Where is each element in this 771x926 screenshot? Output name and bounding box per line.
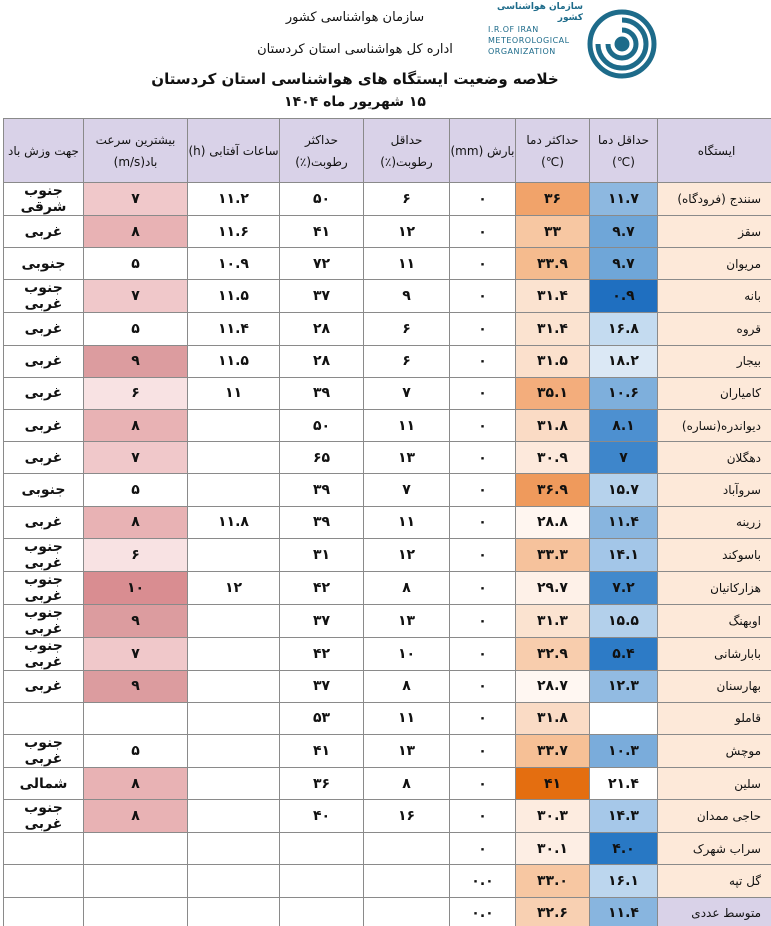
wind-direction-cell: غربی xyxy=(4,216,84,248)
table-row xyxy=(4,280,771,313)
max-humidity-cell: ۳۹ xyxy=(280,506,364,538)
min-humidity-cell: ۱۱ xyxy=(364,702,450,734)
min-temp-cell: ۸.۱ xyxy=(590,409,658,441)
min-temp-cell: ۷ xyxy=(590,442,658,474)
header-min-temp: حداقل دما (℃) xyxy=(590,119,658,183)
rain-cell: ۰ xyxy=(450,604,516,637)
rain-cell: ۰ xyxy=(450,248,516,280)
max-temp-cell: ۳۱.۴ xyxy=(516,313,590,345)
table-row xyxy=(4,538,771,571)
min-temp-cell: ۱۱.۴ xyxy=(590,897,658,926)
max-humidity-cell: ۳۹ xyxy=(280,474,364,506)
rain-cell: ۰ xyxy=(450,377,516,409)
wind-direction-cell: غربی xyxy=(4,506,84,538)
min-humidity-cell: ۱۰ xyxy=(364,637,450,670)
header-max-temp: حداکثر دما (℃) xyxy=(516,119,590,183)
table-row xyxy=(4,702,771,734)
sunshine-cell: ۱۱.۵ xyxy=(188,345,280,377)
rain-cell: ۰ xyxy=(450,313,516,345)
logo-en-line1: I.R.OF IRAN xyxy=(488,25,539,34)
sunshine-cell: ۱۱.۲ xyxy=(188,183,280,216)
min-humidity-cell xyxy=(364,865,450,897)
table-row xyxy=(4,735,771,768)
min-temp-cell: ۱۵.۷ xyxy=(590,474,658,506)
max-temp-cell: ۲۹.۷ xyxy=(516,571,590,604)
min-temp-cell: ۱۰.۳ xyxy=(590,735,658,768)
sunshine-cell: ۱۰.۹ xyxy=(188,248,280,280)
rain-cell: ۰ xyxy=(450,183,516,216)
wind-direction-cell: جنوب غربی xyxy=(4,604,84,637)
rain-cell: ۰ xyxy=(450,506,516,538)
rain-cell: ۰ xyxy=(450,702,516,734)
rain-cell: ۰ xyxy=(450,409,516,441)
sunshine-cell xyxy=(188,768,280,800)
min-humidity-cell: ۶ xyxy=(364,345,450,377)
rain-cell: ۰ xyxy=(450,800,516,833)
station-cell: سقز xyxy=(658,216,771,248)
min-humidity-cell: ۱۲ xyxy=(364,538,450,571)
station-cell: زرینه xyxy=(658,506,771,538)
header-min-humidity: حداقل رطوبت(٪) xyxy=(364,119,450,183)
rain-cell: ۰ xyxy=(450,345,516,377)
office-name: اداره کل هواشناسی استان کردستان xyxy=(257,42,453,57)
min-temp-cell: ۱۰.۶ xyxy=(590,377,658,409)
table-row xyxy=(4,506,771,538)
wind-direction-cell: جنوب غربی xyxy=(4,637,84,670)
station-cell: بابارشانی xyxy=(658,637,771,670)
max-humidity-cell: ۵۰ xyxy=(280,409,364,441)
max-humidity-cell: ۴۰ xyxy=(280,800,364,833)
max-humidity-cell: ۷۲ xyxy=(280,248,364,280)
wind-speed-cell: ۸ xyxy=(84,216,188,248)
station-cell: اوبهنگ xyxy=(658,604,771,637)
rain-cell: ۰ xyxy=(450,768,516,800)
wind-speed-cell: ۷ xyxy=(84,183,188,216)
wind-direction-cell: جنوب غربی xyxy=(4,735,84,768)
min-humidity-cell: ۷ xyxy=(364,474,450,506)
wind-speed-cell: ۸ xyxy=(84,409,188,441)
table-row xyxy=(4,248,771,280)
max-humidity-cell: ۵۰ xyxy=(280,183,364,216)
max-temp-cell: ۳۱.۳ xyxy=(516,604,590,637)
wind-direction-cell: جنوبی xyxy=(4,248,84,280)
wind-speed-cell: ۷ xyxy=(84,637,188,670)
rain-cell: ۰ xyxy=(450,538,516,571)
logo-en-line3: ORGANIZATION xyxy=(488,47,556,56)
header-wind-direction: جهت وزش باد xyxy=(4,119,84,183)
max-humidity-cell: ۳۷ xyxy=(280,604,364,637)
station-cell: هزارکانیان xyxy=(658,571,771,604)
max-temp-cell: ۲۸.۷ xyxy=(516,670,590,702)
report-header xyxy=(0,0,771,118)
max-humidity-cell xyxy=(280,897,364,926)
rain-cell: ۰ xyxy=(450,442,516,474)
table-body xyxy=(4,183,771,926)
wind-speed-cell: ۸ xyxy=(84,506,188,538)
min-humidity-cell: ۶ xyxy=(364,313,450,345)
table-row xyxy=(4,768,771,800)
header-max-humidity: حداکثر رطوبت(٪) xyxy=(280,119,364,183)
wind-speed-cell: ۹ xyxy=(84,670,188,702)
min-humidity-cell: ۱۳ xyxy=(364,735,450,768)
min-temp-cell: ۱۸.۲ xyxy=(590,345,658,377)
rain-cell: ۰ xyxy=(450,474,516,506)
min-humidity-cell: ۱۱ xyxy=(364,409,450,441)
min-temp-cell: ۱۶.۱ xyxy=(590,865,658,897)
sunshine-cell xyxy=(188,865,280,897)
max-temp-cell: ۳۱.۸ xyxy=(516,409,590,441)
wind-direction-cell: شمالی xyxy=(4,768,84,800)
min-temp-cell: ۱۴.۳ xyxy=(590,800,658,833)
max-temp-cell: ۳۱.۴ xyxy=(516,280,590,313)
station-cell: سراب شهرک xyxy=(658,833,771,865)
wind-direction-cell: جنوب غربی xyxy=(4,800,84,833)
min-temp-cell: ۱۱.۷ xyxy=(590,183,658,216)
sunshine-cell xyxy=(188,637,280,670)
logo-text xyxy=(488,2,600,57)
sunshine-cell xyxy=(188,897,280,926)
max-humidity-cell: ۴۲ xyxy=(280,637,364,670)
max-humidity-cell: ۲۸ xyxy=(280,345,364,377)
wind-direction-cell xyxy=(4,702,84,734)
wind-speed-cell: ۶ xyxy=(84,377,188,409)
wind-direction-cell: غربی xyxy=(4,377,84,409)
wind-direction-cell: غربی xyxy=(4,670,84,702)
min-humidity-cell: ۱۳ xyxy=(364,604,450,637)
min-humidity-cell: ۱۶ xyxy=(364,800,450,833)
max-temp-cell: ۳۲.۶ xyxy=(516,897,590,926)
wind-direction-cell: غربی xyxy=(4,409,84,441)
min-humidity-cell: ۶ xyxy=(364,183,450,216)
min-temp-cell: ۰.۹ xyxy=(590,280,658,313)
wind-speed-cell: ۵ xyxy=(84,735,188,768)
rain-cell: ۰ xyxy=(450,637,516,670)
table-row xyxy=(4,313,771,345)
min-temp-cell xyxy=(590,702,658,734)
sunshine-cell xyxy=(188,409,280,441)
min-humidity-cell: ۷ xyxy=(364,377,450,409)
station-cell: بهارسنان xyxy=(658,670,771,702)
wind-speed-cell xyxy=(84,865,188,897)
rain-cell: ۰.۰ xyxy=(450,897,516,926)
min-humidity-cell: ۸ xyxy=(364,670,450,702)
min-temp-cell: ۹.۷ xyxy=(590,216,658,248)
min-temp-cell: ۷.۲ xyxy=(590,571,658,604)
wind-speed-cell xyxy=(84,897,188,926)
rain-cell: ۰ xyxy=(450,833,516,865)
max-temp-cell: ۳۰.۱ xyxy=(516,833,590,865)
report-date: ۱۵ شهریور ماه ۱۴۰۴ xyxy=(284,94,426,110)
station-cell: قروه xyxy=(658,313,771,345)
header-station: ایستگاه xyxy=(658,119,771,183)
table-row xyxy=(4,833,771,865)
rain-cell: ۰ xyxy=(450,216,516,248)
min-temp-cell: ۴.۰ xyxy=(590,833,658,865)
table-row xyxy=(4,474,771,506)
station-cell: گل تپه xyxy=(658,865,771,897)
wind-speed-cell: ۷ xyxy=(84,442,188,474)
wind-direction-cell xyxy=(4,865,84,897)
wind-direction-cell: غربی xyxy=(4,345,84,377)
org-name: سازمان هواشناسی کشور xyxy=(285,10,425,25)
station-cell: متوسط عددی xyxy=(658,897,771,926)
station-cell: سروآباد xyxy=(658,474,771,506)
stations-table xyxy=(3,118,771,926)
station-cell: دیواندره(نساره) xyxy=(658,409,771,441)
wind-speed-cell: ۶ xyxy=(84,538,188,571)
min-temp-cell: ۱۱.۴ xyxy=(590,506,658,538)
max-humidity-cell: ۲۸ xyxy=(280,313,364,345)
wind-speed-cell: ۹ xyxy=(84,604,188,637)
logo-en-line2: METEOROLOGICAL xyxy=(488,36,570,45)
max-temp-cell: ۳۰.۹ xyxy=(516,442,590,474)
wind-direction-cell: جنوب غربی xyxy=(4,538,84,571)
header-rain: بارش (mm) xyxy=(450,119,516,183)
min-humidity-cell: ۹ xyxy=(364,280,450,313)
header-sunshine: ساعات آفتابی (h) xyxy=(188,119,280,183)
wind-speed-cell: ۹ xyxy=(84,345,188,377)
wind-direction-cell: جنوب شرقی xyxy=(4,183,84,216)
min-humidity-cell: ۱۱ xyxy=(364,248,450,280)
max-temp-cell: ۳۳.۳ xyxy=(516,538,590,571)
station-cell: بانه xyxy=(658,280,771,313)
max-temp-cell: ۲۸.۸ xyxy=(516,506,590,538)
min-temp-cell: ۱۲.۳ xyxy=(590,670,658,702)
max-humidity-cell: ۳۷ xyxy=(280,670,364,702)
station-cell: قاملو xyxy=(658,702,771,734)
table-row xyxy=(4,604,771,637)
sunshine-cell xyxy=(188,670,280,702)
sunshine-cell xyxy=(188,735,280,768)
min-humidity-cell: ۱۲ xyxy=(364,216,450,248)
sunshine-cell xyxy=(188,538,280,571)
max-humidity-cell: ۴۱ xyxy=(280,216,364,248)
wind-speed-cell xyxy=(84,702,188,734)
max-humidity-cell: ۴۱ xyxy=(280,735,364,768)
max-temp-cell: ۳۶.۹ xyxy=(516,474,590,506)
max-temp-cell: ۳۰.۳ xyxy=(516,800,590,833)
min-temp-cell: ۱۵.۵ xyxy=(590,604,658,637)
min-humidity-cell: ۸ xyxy=(364,768,450,800)
rain-cell: ۰ xyxy=(450,670,516,702)
station-cell: سنندج (فرودگاه) xyxy=(658,183,771,216)
sunshine-cell xyxy=(188,442,280,474)
max-temp-cell: ۳۳.۰ xyxy=(516,865,590,897)
logo-emblem-icon xyxy=(586,2,658,86)
sunshine-cell: ۱۲ xyxy=(188,571,280,604)
max-temp-cell: ۳۳.۹ xyxy=(516,248,590,280)
max-humidity-cell xyxy=(280,865,364,897)
sunshine-cell: ۱۱.۵ xyxy=(188,280,280,313)
max-humidity-cell: ۶۵ xyxy=(280,442,364,474)
wind-direction-cell: جنوبی xyxy=(4,474,84,506)
station-cell: موچش xyxy=(658,735,771,768)
max-temp-cell: ۳۱.۵ xyxy=(516,345,590,377)
max-temp-cell: ۴۱ xyxy=(516,768,590,800)
header-wind-speed: بیشترین سرعت باد(m/s) xyxy=(84,119,188,183)
wind-speed-cell: ۵ xyxy=(84,313,188,345)
logo-fa-text: سازمان هواشناسی کشور xyxy=(496,2,583,23)
sunshine-cell xyxy=(188,833,280,865)
table-header-row xyxy=(4,119,771,183)
meteorological-organization-logo xyxy=(488,2,660,86)
rain-cell: ۰ xyxy=(450,571,516,604)
table-row xyxy=(4,865,771,897)
table-row xyxy=(4,800,771,833)
table-row xyxy=(4,571,771,604)
sunshine-cell: ۱۱.۴ xyxy=(188,313,280,345)
table-row xyxy=(4,637,771,670)
station-cell: کامیاران xyxy=(658,377,771,409)
max-temp-cell: ۳۱.۸ xyxy=(516,702,590,734)
wind-direction-cell: غربی xyxy=(4,313,84,345)
max-humidity-cell: ۳۶ xyxy=(280,768,364,800)
min-temp-cell: ۹.۷ xyxy=(590,248,658,280)
min-temp-cell: ۱۴.۱ xyxy=(590,538,658,571)
wind-direction-cell: غربی xyxy=(4,442,84,474)
sunshine-cell xyxy=(188,800,280,833)
sunshine-cell xyxy=(188,702,280,734)
wind-speed-cell: ۱۰ xyxy=(84,571,188,604)
sunshine-cell: ۱۱.۸ xyxy=(188,506,280,538)
max-humidity-cell: ۳۷ xyxy=(280,280,364,313)
table-row xyxy=(4,183,771,216)
station-cell: باسوکند xyxy=(658,538,771,571)
max-humidity-cell: ۳۱ xyxy=(280,538,364,571)
max-temp-cell: ۳۶ xyxy=(516,183,590,216)
report-title: خلاصه وضعیت ایستگاه های هواشناسی استان کردستان xyxy=(151,70,559,88)
max-humidity-cell: ۴۲ xyxy=(280,571,364,604)
table-row xyxy=(4,216,771,248)
wind-speed-cell: ۸ xyxy=(84,800,188,833)
max-temp-cell: ۳۲.۹ xyxy=(516,637,590,670)
sunshine-cell xyxy=(188,604,280,637)
station-cell: حاجی ممدان xyxy=(658,800,771,833)
min-humidity-cell: ۱۳ xyxy=(364,442,450,474)
wind-speed-cell xyxy=(84,833,188,865)
max-temp-cell: ۳۵.۱ xyxy=(516,377,590,409)
min-humidity-cell: ۸ xyxy=(364,571,450,604)
min-humidity-cell xyxy=(364,833,450,865)
wind-speed-cell: ۵ xyxy=(84,474,188,506)
min-humidity-cell xyxy=(364,897,450,926)
max-humidity-cell xyxy=(280,833,364,865)
rain-cell: ۰ xyxy=(450,280,516,313)
table-row xyxy=(4,897,771,926)
station-cell: دهگلان xyxy=(658,442,771,474)
table-row xyxy=(4,409,771,441)
sunshine-cell xyxy=(188,474,280,506)
wind-direction-cell xyxy=(4,897,84,926)
min-temp-cell: ۱۶.۸ xyxy=(590,313,658,345)
wind-speed-cell: ۸ xyxy=(84,768,188,800)
min-humidity-cell: ۱۱ xyxy=(364,506,450,538)
wind-direction-cell: جنوب غربی xyxy=(4,571,84,604)
min-temp-cell: ۲۱.۴ xyxy=(590,768,658,800)
max-humidity-cell: ۳۹ xyxy=(280,377,364,409)
table-row xyxy=(4,377,771,409)
sunshine-cell: ۱۱.۶ xyxy=(188,216,280,248)
wind-direction-cell xyxy=(4,833,84,865)
wind-direction-cell: جنوب غربی xyxy=(4,280,84,313)
table-row xyxy=(4,345,771,377)
station-cell: بیجار xyxy=(658,345,771,377)
wind-speed-cell: ۷ xyxy=(84,280,188,313)
table-row xyxy=(4,670,771,702)
station-cell: سلین xyxy=(658,768,771,800)
max-temp-cell: ۳۳ xyxy=(516,216,590,248)
station-cell: مریوان xyxy=(658,248,771,280)
max-humidity-cell: ۵۳ xyxy=(280,702,364,734)
sunshine-cell: ۱۱ xyxy=(188,377,280,409)
max-temp-cell: ۳۳.۷ xyxy=(516,735,590,768)
rain-cell: ۰.۰ xyxy=(450,865,516,897)
rain-cell: ۰ xyxy=(450,735,516,768)
table-row xyxy=(4,442,771,474)
wind-speed-cell: ۵ xyxy=(84,248,188,280)
min-temp-cell: ۵.۴ xyxy=(590,637,658,670)
